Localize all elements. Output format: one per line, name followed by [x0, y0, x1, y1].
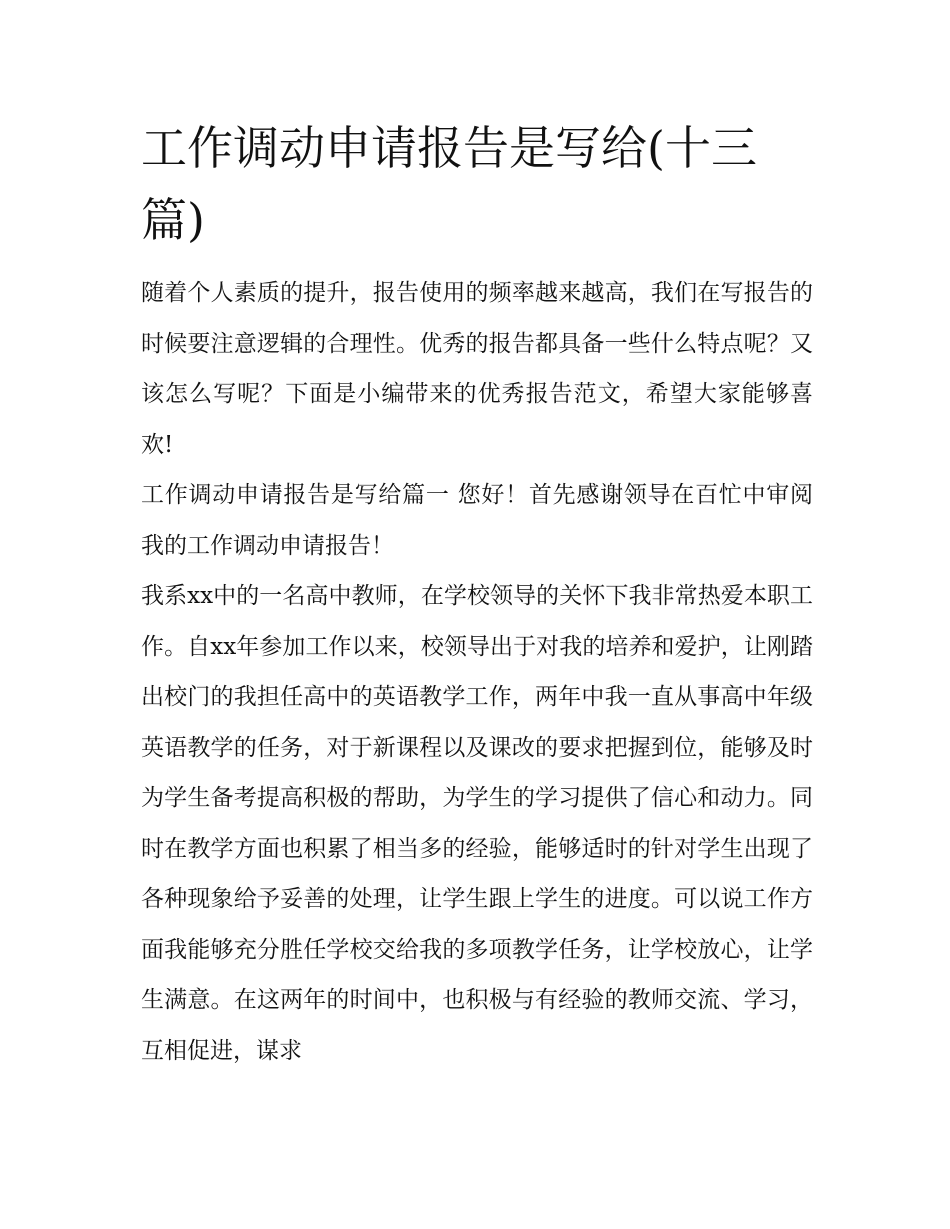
letter-opening-paragraph: 工作调动申请报告是写给篇一 您好！首先感谢领导在百忙中审阅我的工作调动申请报告！ — [141, 482, 813, 559]
letter-body-paragraph: 我系xx中的一名高中教师，在学校领导的关怀下我非常热爱本职工作。自xx年参加工作以来，校领导出于对我的培养和爱护，让刚踏出校门的我担任高中的英语教学工作，两年中我一直从事高中年级英语教学的任务，对于新课程以及课改的要求把握到位，能够及时为学生备考提高积极的帮助，为学生的学习提供了信心和动力。同时在教学方面也积累了相当多的经验，能够适时的针对学生出现了各种现象给予妥善的处理，让学生跟上学生的进度。可以说工作方面我能够充分胜任学校交给我的多项教学任务，让学校放心，让学生满意。在这两年的时间中，也积极与有经验的教师交流、学习，互相促进，谋求 — [141, 583, 813, 1064]
intro-paragraph: 随着个人素质的提升，报告使用的频率越来越高，我们在写报告的时候要注意逻辑的合理性。优秀的报告都具备一些什么特点呢？又该怎么写呢？下面是小编带来的优秀报告范文，希望大家能够喜欢! — [141, 280, 813, 458]
document-title: 工作调动申请报告是写给(十三篇) — [141, 121, 757, 247]
document-body — [141, 112, 813, 1076]
